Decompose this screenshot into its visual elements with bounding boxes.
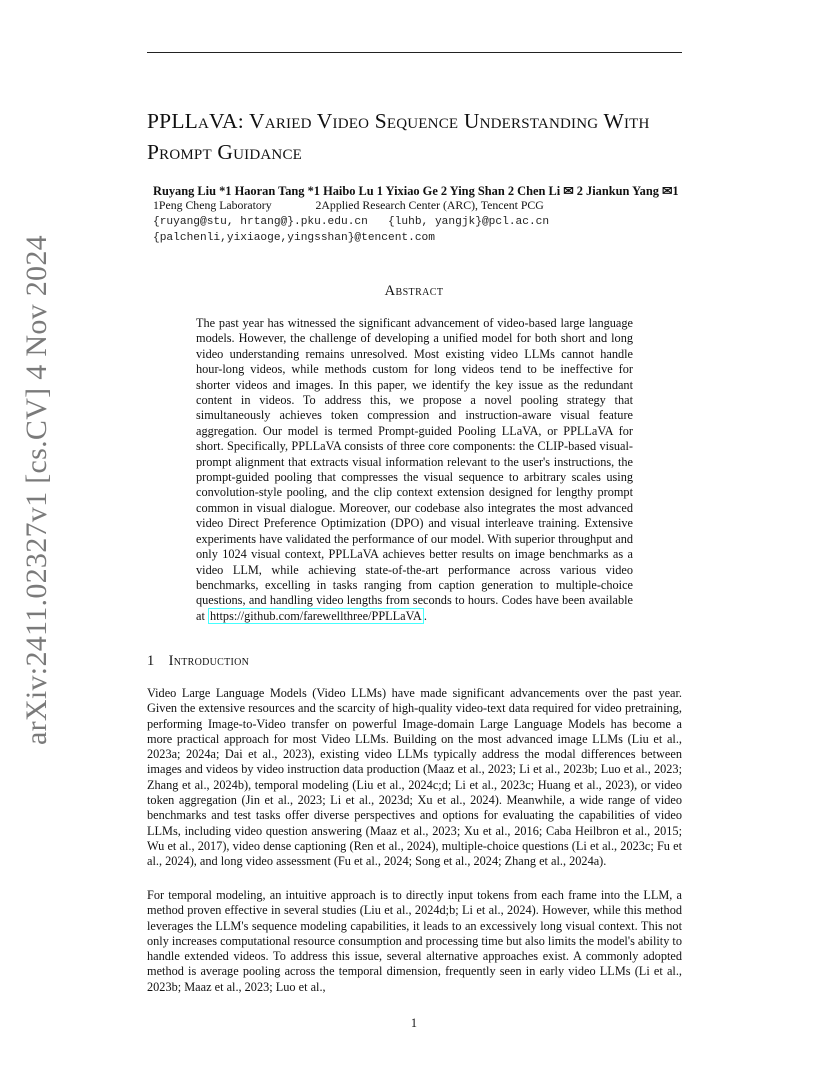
affiliation-2: 2Applied Research Center (ARC), Tencent PCG <box>315 198 544 212</box>
abstract-body: The past year has witnessed the significant advancement of video-based large language models. However, the challenge of developing a unified model for both short and long video understanding remains unresolved. Most existing video LLMs cannot handle hour-long videos, while methods custom for long videos tend to be ineffective for shorter videos and images. In this paper, we identify the key issue as the redundant content in videos. To address this, we propose a novel pooling strategy that simultaneously achieves token compression and instruction-aware visual feature aggregation. Our model is termed Prompt-guided Pooling LLaVA, or PPLLaVA for short. Specifically, PPLLaVA consists of three core components: the CLIP-based visual-prompt alignment that extracts visual information relevant to the user's instructions, the prompt-guided pooling that compresses the visual sequence to arbitrary scales using convolution-style pooling, and the clip context extension designed for lengthy prompt common in visual dialogue. Moreover, our codebase also integrates the most advanced video Direct Preference Optimization (DPO) and visual interleave training. Extensive experiments have validated the performance of our model. With superior throughput and only 1024 visual context, PPLLaVA achieves better results on image benchmarks as a video LLM, while achieving state-of-the-art performance across various video benchmarks, excelling in tasks ranging from caption generation to multiple-choice questions, and handling video lengths from seconds to hours. Codes have been available at https://github.com/farewellthree/PPLLaVA . <box>196 316 633 623</box>
section-heading <box>147 653 249 670</box>
emails <box>153 214 549 246</box>
arxiv-identifier: arXiv:2411.02327v1 [cs.CV] 4 Nov 2024 <box>20 235 53 745</box>
paper-title: PPLLaVA: Varied Video Sequence Understanding With Prompt Guidance <box>147 109 650 164</box>
affiliations <box>153 198 544 213</box>
intro-paragraph-2: For temporal modeling, an intuitive approach is to directly input tokens from each frame into the LLM, a method proven effective in several studies (Liu et al., 2024d;b; Li et al., 2024). However, while this method leverages the LLM's sequence modeling capabilities, it leads to an excessively long visual context. This not only increases computational resource consumption and processing time but also limits the model's ability to handle extended videos. To address this issue, several alternative approaches exist. A commonly adopted method is average pooling across the temporal dimension, frequently seen in early video LLMs (Li et al., 2023b; Maaz et al., 2023; Luo et al., <box>147 888 682 994</box>
affiliation-1: 1Peng Cheng Laboratory <box>153 198 272 212</box>
intro-paragraph-1: Video Large Language Models (Video LLMs) have made significant advancements over the past year. Given the extensive resources and the scarcity of high-quality video-text data required for video pretraining, performing Image-to-Video transfer on powerful Image-domain Large Language Models has become a more practical approach for most Video LLMs. Building on the most advanced image LLMs (Liu et al., 2023a; 2024a; Dai et al., 2023), existing video LLMs typically address the modal differences between images and videos by video instruction data production (Maaz et al., 2023; Li et al., 2023b; Luo et al., 2023; Zhang et al., 2024b), temporal modeling (Liu et al., 2024c;d; Li et al., 2023c; Huang et al., 2023), or video token aggregation (Jin et al., 2023; Li et al., 2023d; Xu et al., 2024). Meanwhile, a wide range of video benchmarks and test tasks offer diverse perspectives and options for evaluating the capabilities of video LLMs, including video question answering (Maaz et al., 2023; Xu et al., 2016; Caba Heilbron et al., 2015; Wu et al., 2017), video dense captioning (Ren et al., 2024), multiple-choice questions (Li et al., 2023c; Fu et al., 2024), and long video assessment (Fu et al., 2024; Song et al., 2024; Zhang et al., 2024a). <box>147 686 682 869</box>
email-line-1: {ruyang@stu, hrtang@}.pku.edu.cn {luhb, yangjk}@pcl.ac.cn <box>153 216 550 228</box>
abstract-heading: Abstract <box>384 283 444 299</box>
top-rule <box>147 52 682 53</box>
author-list: Ruyang Liu *1 Haoran Tang *1 Haibo Lu 1 Yixiao Ge 2 Ying Shan 2 Chen Li ✉ 2 Jiankun Yang ✉1 <box>153 184 679 198</box>
section-title: Introduction <box>168 653 250 669</box>
abstract-text: The past year has witnessed the significant advancement of video-based large language models. However, the challenge of developing a unified model for both short and long video understanding remains unresolved. Most existing video LLMs cannot handle hour-long videos, while methods custom for long videos tend to be ineffective for shorter videos and images. In this paper, we identify the key issue as the redundant content in videos. To address this, we propose a novel pooling strategy that simultaneously achieves token compression and instruction-aware visual feature aggregation. Our model is termed Prompt-guided Pooling LLaVA, or PPLLaVA for short. Specifically, PPLLaVA consists of three core components: the CLIP-based visual-prompt alignment that extracts visual information relevant to the user's instructions, the prompt-guided pooling that compresses the visual sequence to arbitrary scales using convolution-style pooling, and the clip context extension designed for lengthy prompt common in visual dialogue. Moreover, our codebase also integrates the most advanced video Direct Preference Optimization (DPO) and visual interleave training. Extensive experiments have validated the performance of our model. With superior throughput and only 1024 visual context, PPLLaVA achieves better results on image benchmarks as a video LLM, while achieving state-of-the-art performance across various video benchmarks, excelling in tasks ranging from caption generation to multiple-choice questions, and handling video lengths from seconds to hours. Codes have been available at <box>196 316 633 623</box>
code-link[interactable]: https://github.com/farewellthree/PPLLaVA <box>209 608 422 623</box>
section-number: 1 <box>147 653 155 669</box>
email-line-2: {palchenli,yixiaoge,yingsshan}@tencent.com <box>153 232 435 244</box>
page-number: 1 <box>410 1016 418 1030</box>
